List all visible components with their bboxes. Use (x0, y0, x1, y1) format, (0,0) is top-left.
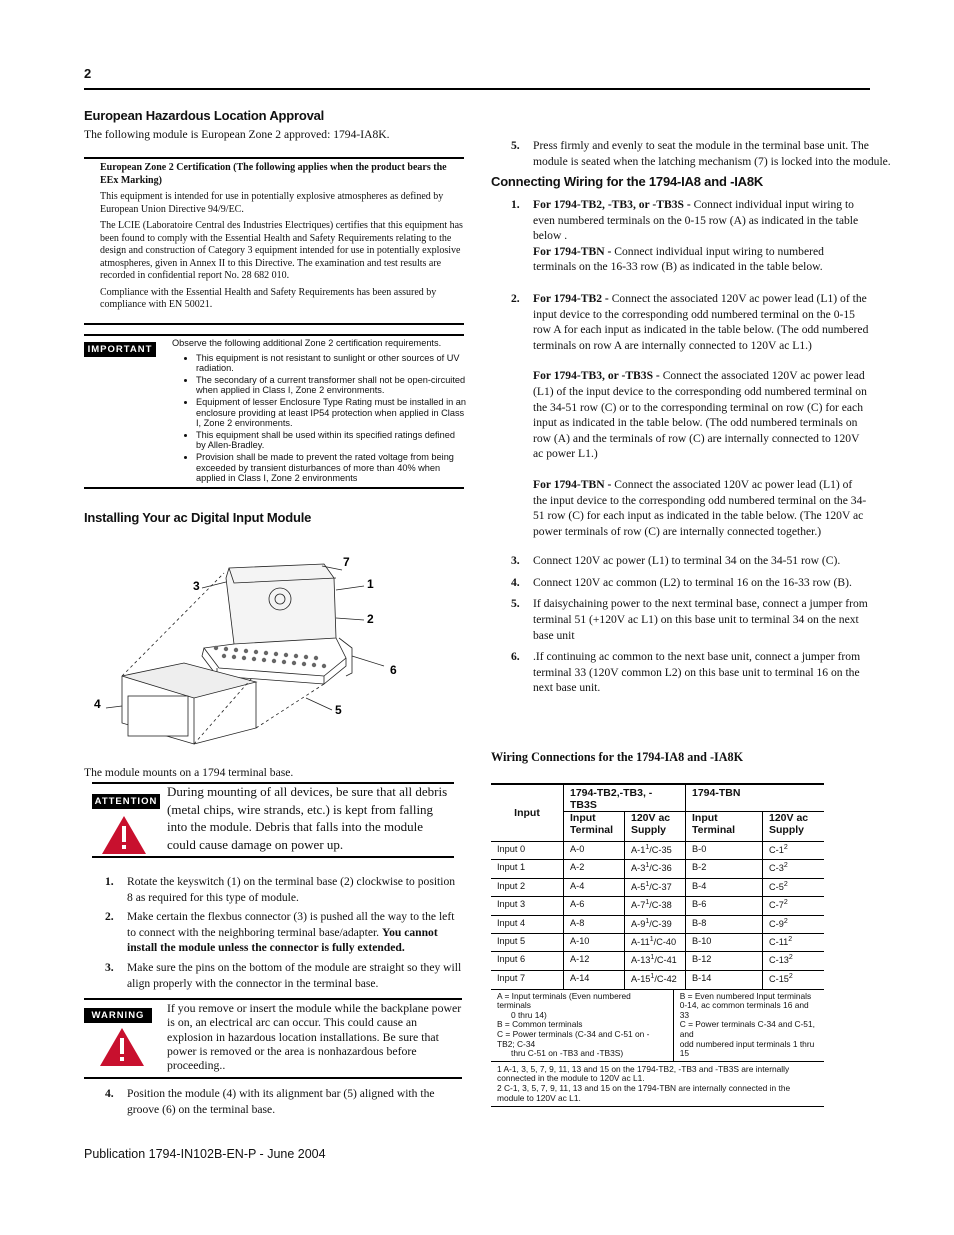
table-cell: A-10 (564, 933, 625, 951)
footnote-ref: 2 (788, 972, 793, 980)
cell-text: /C-41 (654, 955, 677, 966)
wiring-heading: Connecting Wiring for the 1794-IA8 and -IA8K (491, 174, 764, 189)
table-cell: Input 4 (491, 915, 564, 933)
wiring-steps (511, 197, 869, 696)
warning-top-rule (84, 998, 462, 1000)
table-row (491, 878, 824, 896)
table-row (491, 933, 824, 951)
table-title: Wiring Connections for the 1794-IA8 and -IA8K (491, 750, 744, 764)
wiring-connections-table (491, 785, 824, 989)
cell-text: A-9 (631, 918, 646, 929)
install-step-3: 3. Make sure the pins on the bottom of the module are straight so they will align properly with the connector in the terminal base. (105, 960, 462, 990)
wiring-step-4: 4. Connect 120V ac common (L2) to terminal 16 on the 16-33 row (B). (511, 575, 852, 589)
cell-text: A-5 (631, 881, 646, 892)
table-cell: Input 6 (491, 952, 564, 970)
cell-text: A-13 (631, 955, 651, 966)
table-bottom-rule (491, 1106, 824, 1107)
important-bullet: • This equipment is not resistant to sunlight or other sources of UV radiation. (196, 353, 467, 374)
important-bullet: • The secondary of a current transformer shall not be open-circuited when applied in Class I, Zone 2 environments. (196, 375, 467, 396)
footnote-ref: 1 (645, 844, 650, 851)
table-row (491, 970, 824, 988)
footnote-ref: 1 (650, 954, 655, 962)
top-rule (84, 88, 870, 90)
cell-text: C-15 (769, 973, 789, 984)
table-header-group-2: 1794-TBN (686, 785, 825, 812)
table-cell (763, 897, 825, 915)
warning-text: If you remove or insert the module while the backplane power is on, an electrical arc can occur. This could cause an explosion in hazardous location installations. Be sure that power is removed or the area is nonhazardous before proceeding.. (167, 1001, 462, 1073)
table-cell: A-2 (564, 860, 625, 878)
wiring-step-6: 6. .If continuing ac common to the next base unit, connect a jumper from terminal 33 (120V common L2) on this base unit to terminal 16 on the next base unit. (511, 650, 861, 695)
install-steps (105, 874, 462, 991)
table-cell (625, 878, 686, 896)
cell-text: /C-37 (649, 881, 672, 892)
footnote-ref: 1 (649, 935, 654, 943)
table-cell: Input 0 (491, 842, 564, 860)
warning-triangle-icon (98, 1026, 146, 1068)
table-cell (625, 933, 686, 951)
cert-bottom-rule (84, 323, 464, 325)
table-legend-left (491, 990, 674, 1061)
footnote-ref: 2 (788, 935, 793, 943)
euro-intro: The following module is European Zone 2 approved: 1794-IA8K. (84, 128, 390, 141)
table-cell: B-12 (686, 952, 763, 970)
table-cell: Input 5 (491, 933, 564, 951)
wiring-step-1: 1. For 1794-TB2, -TB3, or -TB3S - Connect individual input wiring to even numbered terminals on the 0-15 row (A) as indicated in the table below . For 1794-TBN - Connect individual input wiring to numbered terminals on the 16-33 row (B) as indicated in the table below. (511, 198, 859, 274)
table-subheader: 120V ac Supply (625, 812, 686, 842)
cert-box (100, 162, 465, 312)
footnote-ref: 1 (645, 899, 650, 907)
table-cell (625, 915, 686, 933)
footnote-ref: 2 (783, 917, 788, 925)
cell-text: A-3 (631, 863, 646, 874)
table-cell: A-8 (564, 915, 625, 933)
cell-text: /C-38 (649, 900, 672, 911)
table-note-2: 2 C-1, 3, 5, 7, 9, 11, 13 and 15 on the 1794-TBN are internally connected in the module to 120V ac L1. (497, 1082, 791, 1103)
legend-line: odd numbered input terminals 1 thru 15 (679, 1038, 815, 1059)
footnote-ref: 1 (645, 862, 650, 870)
warning-triangle-icon (100, 814, 148, 856)
cell-text: C-5 (769, 881, 784, 892)
table-cell (625, 897, 686, 915)
important-bullet: • Provision shall be made to prevent the rated voltage from being exceeded by transient disturbances of more than 40% when applied in Class I, Zone 2 environments (196, 452, 467, 484)
footnote-ref: 2 (783, 862, 788, 870)
mount-caption: The module mounts on a 1794 terminal base. (84, 766, 294, 779)
table-cell (625, 952, 686, 970)
table-notes (491, 1061, 824, 1106)
table-cell: Input 7 (491, 970, 564, 988)
cert-top-rule (84, 157, 464, 159)
install-step-5: 5. Press firmly and evenly to seat the module in the terminal base unit. The module is seated when the latching mechanism (7) is locked into the module. (511, 139, 891, 168)
footnote-ref: 1 (650, 972, 655, 980)
table-cell (763, 878, 825, 896)
table-cell (625, 860, 686, 878)
table-row (491, 952, 824, 970)
legend-line: C = Power terminals C-34 and C-51, and (679, 1019, 815, 1039)
table-cell: Input 3 (491, 897, 564, 915)
table-cell (763, 970, 825, 988)
table-cell: B-10 (686, 933, 763, 951)
cell-text: /C-35 (649, 845, 672, 856)
table-cell: A-0 (564, 842, 625, 860)
wiring-step-3: 3. Connect 120V ac power (L1) to terminal 34 on the 34-51 row (C). (511, 554, 841, 568)
important-top-rule (84, 334, 464, 336)
install-step-4: 4. Position the module (4) with its alignment bar (5) aligned with the groove (6) on the terminal base. (105, 1087, 435, 1116)
cell-text: C-13 (769, 955, 789, 966)
cell-text: /C-39 (649, 918, 672, 929)
table-cell: B-8 (686, 915, 763, 933)
wiring-table (491, 783, 824, 1107)
important-badge: IMPORTANT (84, 342, 156, 357)
warning-bottom-rule (84, 1077, 462, 1079)
table-cell: A-14 (564, 970, 625, 988)
footnote-ref: 2 (783, 899, 788, 907)
legend-line: 0 thru 14) (511, 1009, 547, 1020)
module-mounting-illustration (84, 548, 464, 758)
page-number: 2 (84, 66, 92, 81)
important-content (172, 338, 467, 485)
cell-text: C-9 (769, 918, 784, 929)
table-cell: B-0 (686, 842, 763, 860)
table-cell (763, 933, 825, 951)
wiring-step-5: 5. If daisychaining power to the next terminal base, connect a jumper from terminal 51 (+120V ac L1) on this base unit to terminal 34 on the next base unit (511, 597, 868, 642)
callout-3: 3 (193, 579, 200, 593)
cell-text: A-15 (631, 973, 651, 984)
cell-text: /C-36 (649, 863, 672, 874)
euro-approval-heading: European Hazardous Location Approval (84, 108, 325, 123)
table-cell: Input 1 (491, 860, 564, 878)
table-cell: Input 2 (491, 878, 564, 896)
cert-title: European Zone 2 Certification (The following applies when the product bears the EEx Marking) (100, 162, 447, 186)
callout-6: 6 (390, 663, 397, 677)
legend-line: C = Power terminals (C-34 and C-51 on -TB2; C-34 (497, 1029, 650, 1049)
table-subheader: Input Terminal (564, 812, 625, 842)
table-header-input: Input (514, 807, 540, 819)
install-step-2: 2. Make certain the flexbus connector (3) is pushed all the way to the left to connect with the neighboring terminal base/adapter. You cannot install the module unless the connector is fully extended. (105, 910, 455, 955)
warning-badge: WARNING (84, 1008, 152, 1023)
table-cell (763, 860, 825, 878)
cell-text: A-11 (631, 937, 650, 948)
table-cell: B-6 (686, 897, 763, 915)
table-header-group-1: 1794-TB2,-TB3, -TB3S (564, 785, 686, 812)
cell-text: A-1 (631, 845, 646, 856)
table-legend (491, 989, 824, 1061)
install-heading: Installing Your ac Digital Input Module (84, 510, 312, 525)
table-cell (625, 970, 686, 988)
cell-text: A-7 (631, 900, 646, 911)
table-cell: B-4 (686, 878, 763, 896)
attention-bottom-rule (92, 856, 454, 858)
legend-line: B = Common terminals (497, 1019, 583, 1030)
install-step-1: 1. Rotate the keyswitch (1) on the terminal base (2) clockwise to position 8 as required for this type of module. (105, 875, 456, 904)
footnote-ref: 1 (645, 880, 650, 888)
table-cell (625, 842, 686, 860)
callout-7: 7 (343, 555, 350, 569)
cell-text: C-11 (769, 937, 789, 948)
table-note-1: 1 A-1, 3, 5, 7, 9, 11, 13 and 15 on the 1794-TB2, -TB3 and -TB3S are internally connected in the module to 120V ac L1. (497, 1063, 790, 1084)
table-cell: B-14 (686, 970, 763, 988)
callout-5: 5 (335, 703, 342, 717)
legend-line: thru C-51 on -TB3 and -TB3S) (511, 1048, 624, 1059)
table-row (491, 860, 824, 878)
cert-paragraph-1: This equipment is intended for use in potentially explosive atmospheres as defined by European Union Directive 94/9/EC. (100, 191, 444, 215)
wiring-step-2: 2. For 1794-TB2 - Connect the associated 120V ac power lead (L1) of the input device to the corresponding odd numbered terminal on the 0-15 row A for each input as indicated in the table below. (The odd numbered terminals on row A are internally connected to 120V ac L1.) For 1794-TB3, or -TB3S - Connect the associated 120V ac power lead (L1) of the input device to the corresponding odd numbered terminal on the 34-51 row (C) or to the corresponding terminal on row (C) for each input as indicated in the table below. (The odd numbered terminals on row (A) and the terminals of row (C) are internally connected to 120V ac power L1.) For 1794-TBN - Connect the associated 120V ac power lead (L1) of the input device to the corresponding odd numbered terminal on the 34-51 row (C) for each input as indicated in the table below. (The 120V ac power terminals of row (C) are internally connected together.) (511, 291, 869, 538)
cert-paragraph-2: The LCIE (Laboratoire Central des Industries Electriques) certifies that this equipment has been found to comply with the Essential Health and Safety Requirements relating to the design and construction of Category 3 equipment intended for use in potentially explosive atmospheres, given in Annex II to this Directive. The examination and test results are recorded in confidential report No. 28 682 010. (100, 220, 463, 281)
table-legend-right (674, 990, 824, 1061)
important-bullet: • This equipment shall be used within its specified ratings defined by Allen-Bradley. (196, 430, 467, 451)
table-row (491, 897, 824, 915)
footnote-ref: 1 (645, 917, 650, 925)
table-cell: B-2 (686, 860, 763, 878)
cell-text: C-7 (769, 900, 784, 911)
footnote-ref: 2 (783, 880, 788, 888)
legend-line: 0-14, ac common terminals 16 and 33 (679, 1000, 809, 1020)
cell-text: /C-40 (653, 937, 677, 948)
legend-line: B = Even numbered Input terminals (679, 990, 812, 1001)
important-bottom-rule (84, 487, 464, 489)
table-cell: A-6 (564, 897, 625, 915)
important-bullet: • Equipment of lesser Enclosure Type Rating must be installed in an enclosure providing at least IP54 protection when applied in Class I, Zone 2 environments. (196, 397, 467, 429)
table-row (491, 842, 824, 860)
footnote-ref: 2 (788, 954, 793, 962)
table-subheader: 120V ac Supply (763, 812, 825, 842)
footnote-ref: 2 (783, 844, 788, 851)
table-cell (763, 952, 825, 970)
table-cell (763, 915, 825, 933)
table-cell: A-12 (564, 952, 625, 970)
publication-footer: Publication 1794-IN102B-EN-P - June 2004 (84, 1147, 326, 1161)
cell-text: C-3 (769, 863, 784, 874)
table-subheader: Input Terminal (686, 812, 763, 842)
callout-4: 4 (94, 697, 101, 711)
important-intro: Observe the following additional Zone 2 certification requirements. (172, 338, 442, 348)
callout-1: 1 (367, 577, 374, 591)
cell-text: /C-42 (654, 973, 677, 984)
cert-paragraph-3: Compliance with the Essential Health and Safety Requirements has been assured by compliance with EN 50021. (100, 286, 437, 310)
callout-2: 2 (367, 612, 374, 626)
cell-text: C-1 (769, 845, 784, 856)
table-row (491, 915, 824, 933)
attention-badge: ATTENTION (92, 794, 160, 809)
attention-text: During mounting of all devices, be sure that all debris (metal chips, wire strands, etc.) is kept from falling into the module. Debris that falls into the module could cause damage on power up. (167, 784, 448, 852)
table-cell: A-4 (564, 878, 625, 896)
table-cell (763, 842, 825, 860)
legend-line: A = Input terminals (Even numbered terminals (497, 990, 631, 1011)
